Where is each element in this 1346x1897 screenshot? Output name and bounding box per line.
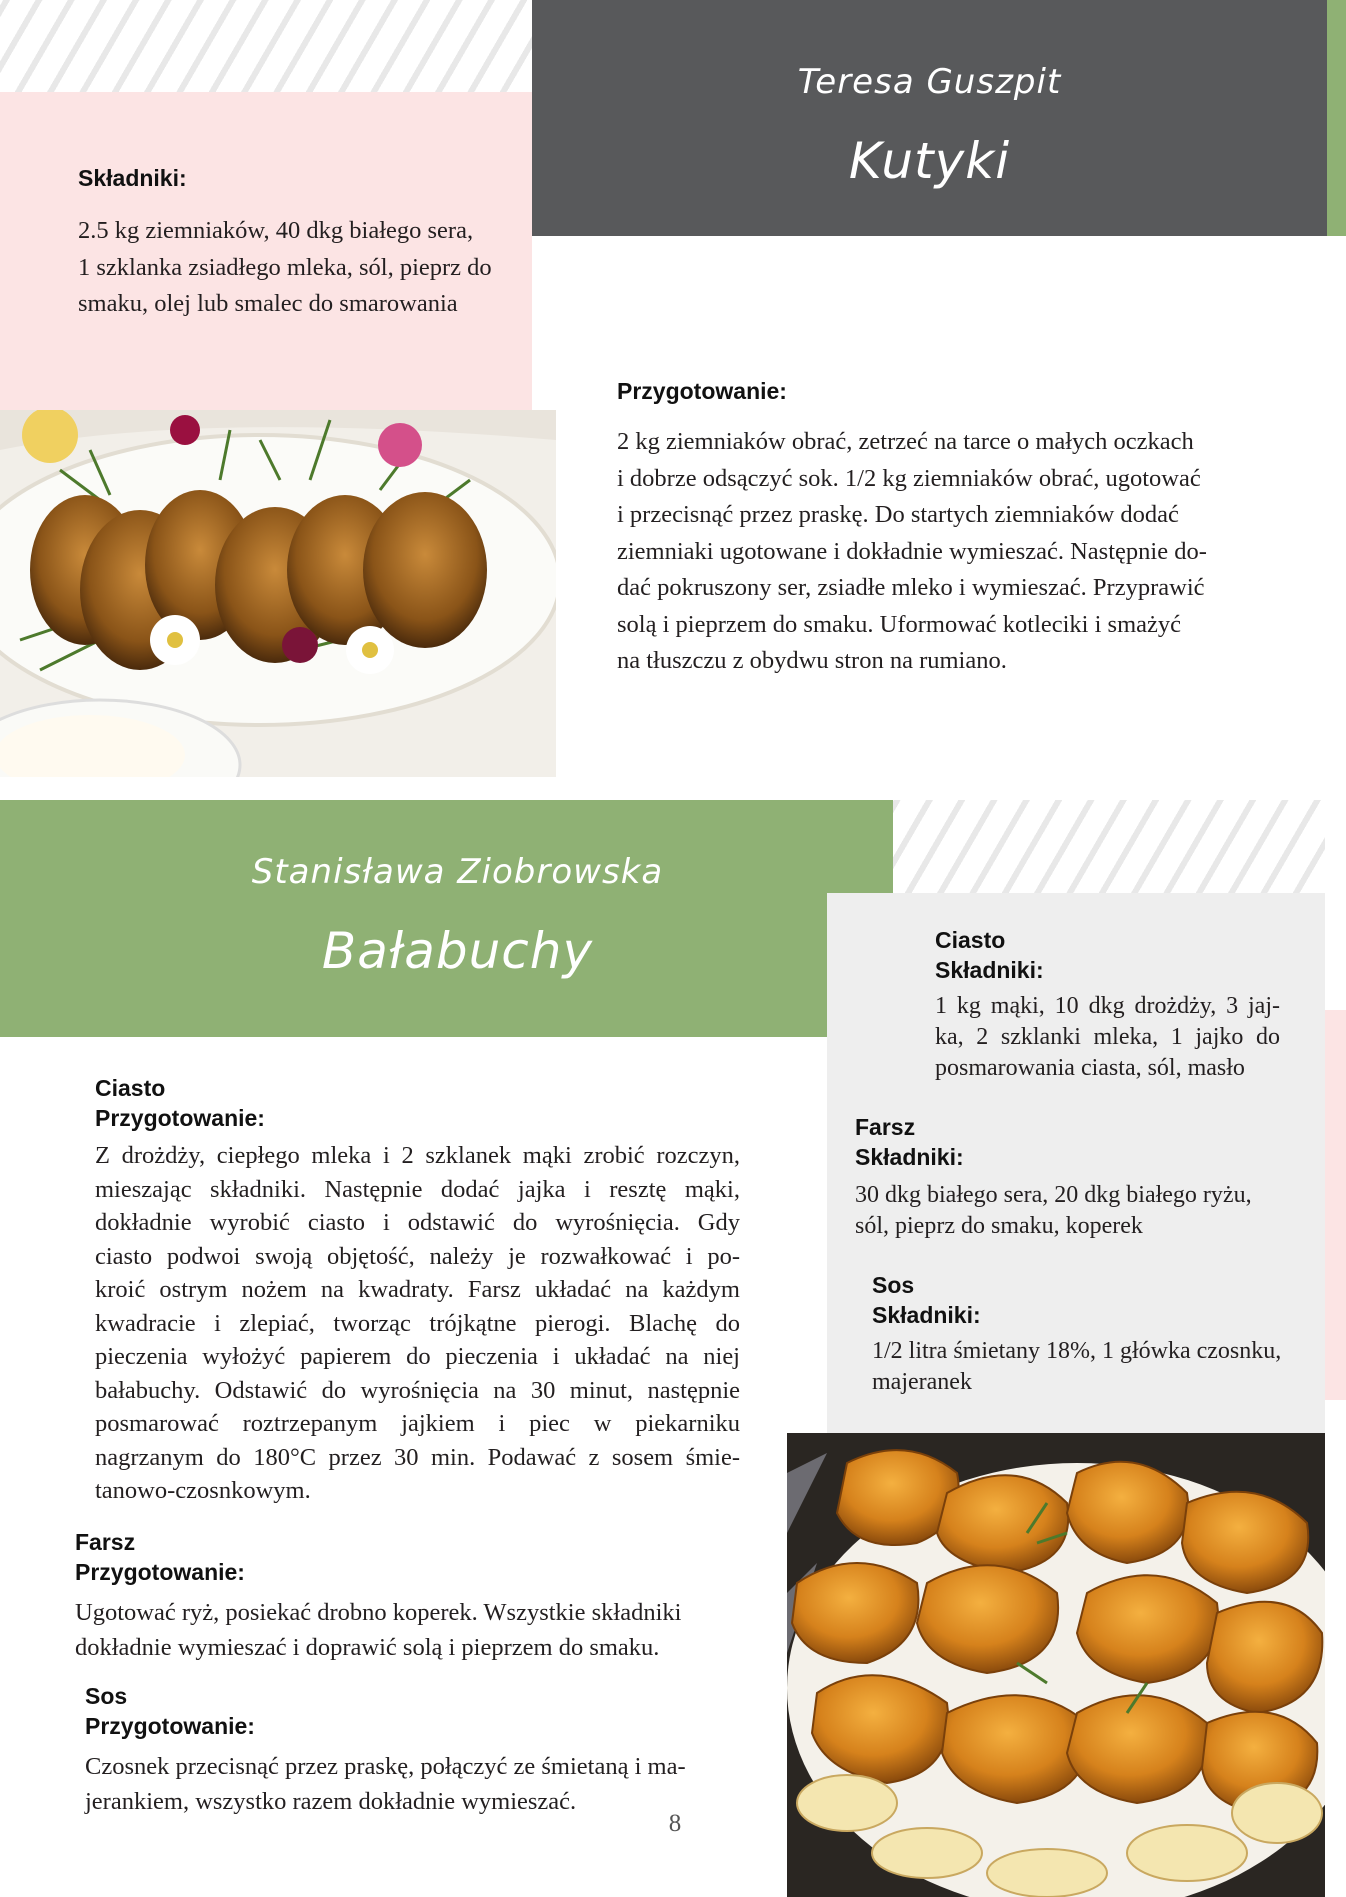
preparation-line: na tłuszczu z obydwu stron na rumiano. <box>617 647 1007 674</box>
ciasto-ingredients-block <box>935 925 1280 1084</box>
preparation-line: nagrzanym do 180°C przez 30 min. Podawać z sosem śmie- <box>95 1443 740 1471</box>
preparation-line: i przecisnąć przez praskę. Do startych ziemniaków dodać <box>617 501 1179 528</box>
farsz-preparation-block <box>75 1527 765 1665</box>
preparation-line: Z drożdży, ciepłego mleka i 2 szklanek mąki zrobić rozczyn, <box>95 1142 740 1169</box>
ingredients-line: 2.5 kg ziemniaków, 40 dkg białego sera, <box>78 217 474 244</box>
ingredients-line: posmarowania ciasta, sól, masło <box>935 1055 1245 1081</box>
preparation-header: Przygotowanie: <box>85 1713 255 1739</box>
sos-label: Sos <box>872 1272 915 1298</box>
preparation-line: Ugotować ryż, posiekać drobno koperek. Wszystkie składniki <box>75 1599 682 1626</box>
preparation-line: dać pokruszony ser, zsiadłe mleko i wymieszać. Przyprawić <box>617 574 1205 601</box>
preparation-line: pieczenia wyłożyć papierem do pieczenia i układać na niej <box>95 1343 740 1370</box>
ingredients-line: smaku, olej lub smalec do smarowania <box>78 290 458 317</box>
preparation-line: ziemniaki ugotowane i dokładnie wymieszać. Następnie do- <box>617 537 1207 565</box>
preparation-header: Przygotowanie: <box>617 378 787 404</box>
ingredients-header: Składniki: <box>855 1144 964 1170</box>
ingredients-line: 1 kg mąki, 10 dkg drożdży, 3 jaj- <box>935 993 1280 1019</box>
ciasto-preparation-block <box>95 1073 740 1508</box>
preparation-line: tanowo-czosnkowym. <box>95 1477 311 1504</box>
preparation-line: mieszając składniki. Następnie dodać jajka i resztę mąki, <box>95 1175 740 1203</box>
author-name-kutyki: Teresa Guszpit <box>797 62 1062 102</box>
preparation-line: solą i pieprzem do smaku. Uformować kotleciki i smażyć <box>617 610 1182 638</box>
farsz-ingredients-block <box>855 1112 1315 1242</box>
ingredients-line: ka, 2 szklanki mleka, 1 jajko do <box>935 1024 1280 1050</box>
preparation-line: kroić ostrym nożem na kwadraty. Farsz układać na każdym <box>95 1276 740 1303</box>
preparation-line: Czosnek przecisnąć przez praskę, połączyć ze śmietaną i ma- <box>85 1753 686 1780</box>
recipe-header-balabuchy <box>0 800 893 1037</box>
sos-label: Sos <box>85 1683 128 1709</box>
green-edge-accent <box>1327 0 1346 236</box>
preparation-block-kutyki <box>617 376 1257 680</box>
photo-balabuchy-dish <box>787 1433 1325 1897</box>
ciasto-label: Ciasto <box>935 927 1006 953</box>
photo-kutyki-dish <box>0 410 556 777</box>
preparation-line: i dobrze odsączyć sok. 1/2 kg ziemniaków obrać, ugotować <box>617 464 1201 492</box>
farsz-label: Farsz <box>75 1529 136 1555</box>
preparation-line: jerankiem, wszystko razem dokładnie wymieszać. <box>85 1788 577 1815</box>
decorative-stripes-top <box>0 0 532 92</box>
ingredients-header: Składniki: <box>935 957 1044 983</box>
author-name-balabuchy: Stanisława Ziobrowska <box>251 852 664 892</box>
pink-edge-accent <box>1325 1010 1346 1400</box>
ingredients-line: sól, pieprz do smaku, koperek <box>855 1213 1143 1239</box>
preparation-line: bałabuchy. Odstawić do wyrośnięcia na 30 minut, następnie <box>95 1376 740 1404</box>
preparation-line: kwadracie i zlepiać, tworząc trójkątne pierogi. Blachę do <box>95 1309 740 1337</box>
ingredients-header: Składniki: <box>78 165 187 191</box>
sos-ingredients-block <box>872 1270 1322 1398</box>
sos-preparation-block <box>85 1681 775 1819</box>
preparation-line: 2 kg ziemniaków obrać, zetrzeć na tarce o małych oczkach <box>617 428 1194 455</box>
ingredients-line: 30 dkg białego sera, 20 dkg białego ryżu, <box>855 1182 1252 1208</box>
ingredients-line: majeranek <box>872 1369 972 1395</box>
recipe-header-kutyki <box>532 0 1327 236</box>
preparation-header: Przygotowanie: <box>75 1559 245 1585</box>
farsz-label: Farsz <box>855 1114 916 1140</box>
ingredients-line: 1 szklanka zsiadłego mleka, sól, pieprz do <box>78 253 492 281</box>
recipe-title-balabuchy: Bałabuchy <box>321 922 594 980</box>
preparation-line: dokładnie wymieszać i doprawić solą i pieprzem do smaku. <box>75 1634 660 1661</box>
ingredients-header: Składniki: <box>872 1302 981 1328</box>
page-number: 8 <box>668 1810 682 1837</box>
preparation-line: dokładnie wyrobić ciasto i odstawić do wyrośnięcia. Gdy <box>95 1209 740 1236</box>
preparation-line: ciasto podwoi swoją objętość, należy je rozwałkować i po- <box>95 1242 740 1270</box>
preparation-header: Przygotowanie: <box>95 1105 265 1131</box>
ingredients-block-kutyki <box>78 163 518 323</box>
recipe-title-kutyki: Kutyki <box>848 132 1011 190</box>
ciasto-label: Ciasto <box>95 1075 166 1101</box>
preparation-line: posmarować roztrzepanym jajkiem i piec w piekarniku <box>95 1410 740 1437</box>
decorative-stripes-middle <box>893 800 1325 893</box>
ingredients-line: 1/2 litra śmietany 18%, 1 główka czosnku, <box>872 1338 1282 1364</box>
